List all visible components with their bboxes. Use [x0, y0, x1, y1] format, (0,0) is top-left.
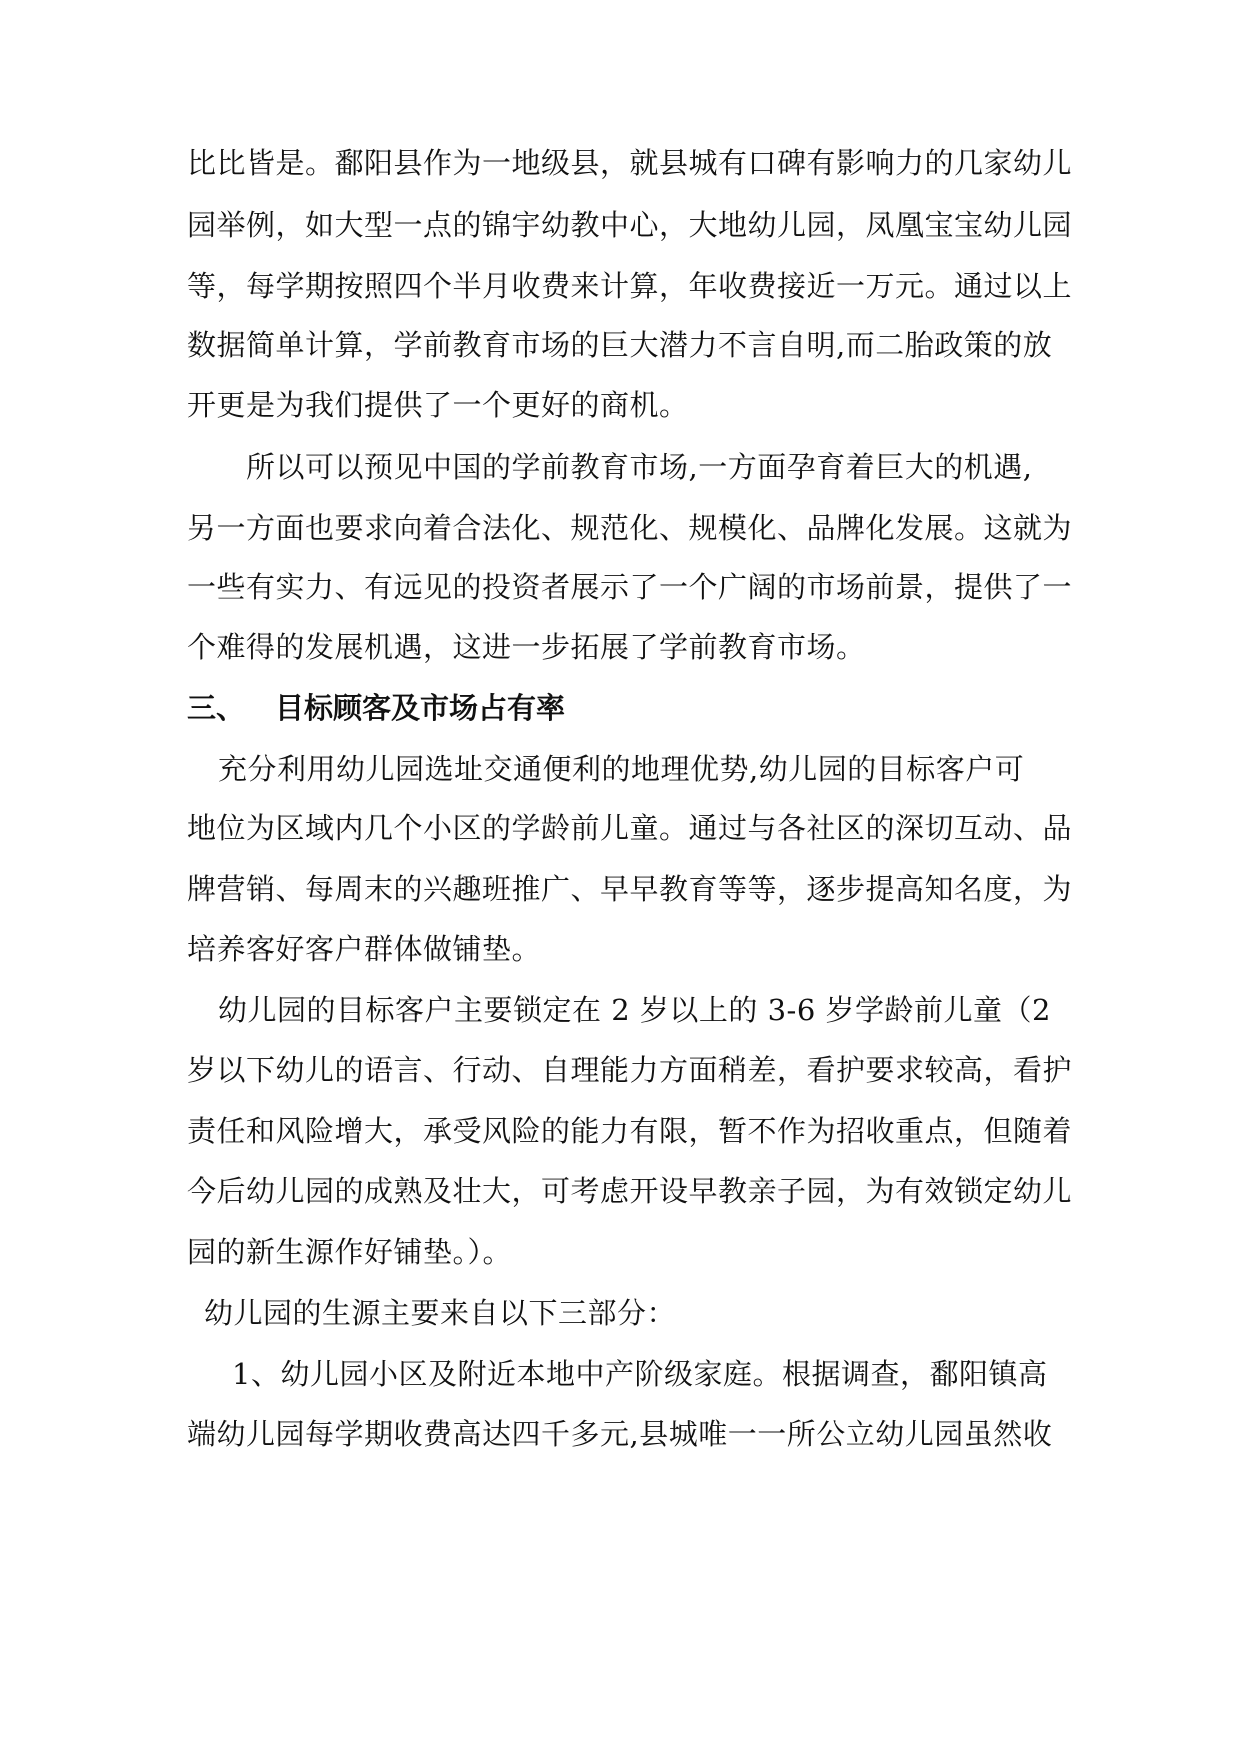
section-number: 三、 [187, 691, 246, 725]
paragraph-line: 责任和风险增大，承受风险的能力有限，暂不作为招收重点，但随着 [187, 1114, 1073, 1148]
section-heading [187, 688, 565, 728]
paragraph-line: 充分利用幼儿园选址交通便利的地理优势,幼儿园的目标客户可 [218, 752, 1025, 786]
paragraph-line: 培养客好客户群体做铺垫。 [187, 932, 542, 966]
paragraph-line: 牌营销、每周末的兴趣班推广、早早教育等等，逐步提高知名度，为 [187, 872, 1073, 906]
paragraph-line: 端幼儿园每学期收费高达四千多元,县城唯一一所公立幼儿园虽然收 [187, 1417, 1053, 1451]
paragraph-line: 等，每学期按照四个半月收费来计算，年收费接近一万元。通过以上 [187, 269, 1073, 303]
section-title: 目标顾客及市场占有率 [275, 691, 566, 725]
paragraph-line: 今后幼儿园的成熟及壮大，可考虑开设早教亲子园，为有效锁定幼儿 [187, 1174, 1073, 1208]
paragraph-line: 幼儿园的生源主要来自以下三部分： [204, 1296, 677, 1330]
paragraph-line: 数据简单计算，学前教育市场的巨大潜力不言自明,而二胎政策的放 [187, 328, 1053, 362]
paragraph-line: 1、幼儿园小区及附近本地中产阶级家庭。根据调查，鄱阳镇高 [232, 1357, 1048, 1391]
paragraph-line: 另一方面也要求向着合法化、规范化、规模化、品牌化发展。这就为 [187, 511, 1073, 545]
paragraph-line: 所以可以预见中国的学前教育市场,一方面孕育着巨大的机遇, [246, 450, 1033, 484]
paragraph-line: 岁以下幼儿的语言、行动、自理能力方面稍差，看护要求较高，看护 [187, 1053, 1073, 1087]
paragraph-line: 一些有实力、有远见的投资者展示了一个广阔的市场前景，提供了一 [187, 570, 1073, 604]
paragraph-line: 开更是为我们提供了一个更好的商机。 [187, 388, 689, 422]
paragraph-line: 地位为区域内几个小区的学龄前儿童。通过与各社区的深切互动、品 [187, 811, 1073, 845]
paragraph-line: 幼儿园的目标客户主要锁定在 2 岁以上的 3-6 岁学龄前儿童（2 [218, 993, 1051, 1027]
paragraph-line: 园的新生源作好铺垫。）。 [187, 1235, 513, 1269]
paragraph-line: 比比皆是。鄱阳县作为一地级县，就县城有口碑有影响力的几家幼儿 [187, 146, 1073, 180]
paragraph-line: 园举例，如大型一点的锦宇幼教中心，大地幼儿园，凤凰宝宝幼儿园 [187, 208, 1073, 242]
paragraph-line: 个难得的发展机遇，这进一步拓展了学前教育市场。 [187, 630, 866, 664]
